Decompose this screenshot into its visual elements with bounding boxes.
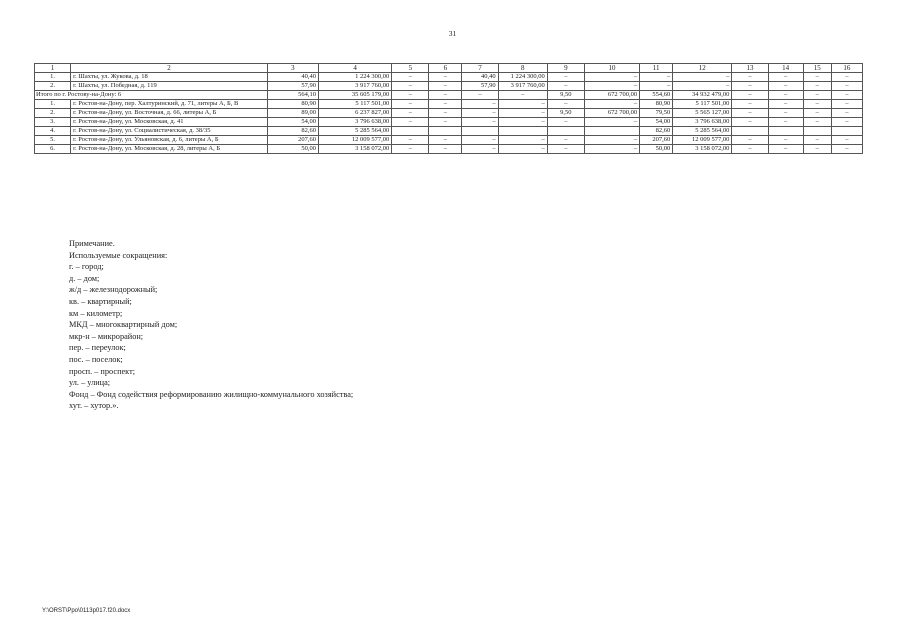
value-cell: –: [392, 100, 429, 109]
value-cell: –: [392, 109, 429, 118]
table-row: [35, 100, 863, 109]
value-cell: –: [498, 100, 547, 109]
address-cell: г. Шахты, ул. Победная, д. 119: [71, 82, 268, 91]
total-value-cell: –: [392, 91, 429, 100]
column-number-cell: 14: [768, 64, 803, 73]
value-cell: [392, 127, 429, 136]
value-cell: 3 158 072,00: [319, 145, 392, 154]
value-cell: –: [640, 82, 673, 91]
value-cell: –: [498, 109, 547, 118]
value-cell: –: [803, 100, 831, 109]
table-row: [35, 145, 863, 154]
value-cell: 3 796 638,00: [319, 118, 392, 127]
value-cell: 3 158 072,00: [673, 145, 732, 154]
value-cell: –: [732, 100, 768, 109]
value-cell: 1 224 300,00: [498, 73, 547, 82]
value-cell: 3 917 760,00: [319, 82, 392, 91]
total-value-cell: –: [498, 91, 547, 100]
value-cell: [803, 127, 831, 136]
column-number-cell: 4: [319, 64, 392, 73]
value-cell: 5 117 501,00: [319, 100, 392, 109]
value-cell: –: [584, 136, 639, 145]
column-number-cell: 2: [71, 64, 268, 73]
column-number-cell: 11: [640, 64, 673, 73]
value-cell: –: [831, 82, 862, 91]
value-cell: –: [462, 118, 498, 127]
value-cell: –: [673, 82, 732, 91]
value-cell: –: [768, 136, 803, 145]
abbreviation-item: ул. – улица;: [69, 378, 111, 388]
value-cell: 5 285 564,00: [673, 127, 732, 136]
value-cell: [831, 127, 862, 136]
value-cell: –: [803, 82, 831, 91]
address-cell: г. Ростов-на-Дону, ул. Восточная, д. 66, литеры А, Б: [71, 109, 268, 118]
value-cell: –: [498, 136, 547, 145]
value-cell: 207,60: [640, 136, 673, 145]
total-value-cell: –: [768, 91, 803, 100]
value-cell: –: [803, 109, 831, 118]
total-value-cell: 554,60: [640, 91, 673, 100]
notes-title: Примечание.: [69, 239, 115, 248]
total-label-cell: Итого по г. Ростову-на-Дону: 6: [35, 91, 268, 100]
abbreviation-item: км – километр;: [69, 308, 123, 318]
value-cell: –: [392, 118, 429, 127]
column-number-cell: 12: [673, 64, 732, 73]
value-cell: –: [831, 145, 862, 154]
value-cell: –: [831, 118, 862, 127]
table-row: [35, 118, 863, 127]
value-cell: 5 285 564,00: [319, 127, 392, 136]
value-cell: 50,00: [640, 145, 673, 154]
column-number-cell: 7: [462, 64, 498, 73]
total-value-cell: 34 932 479,00: [673, 91, 732, 100]
value-cell: –: [547, 136, 584, 145]
value-cell: –: [547, 100, 584, 109]
value-cell: –: [547, 82, 584, 91]
abbreviation-item: г. – город;: [69, 262, 104, 272]
abbreviation-item: пос. – поселок;: [69, 354, 123, 364]
address-cell: г. Ростов-на-Дону, ул. Ульяновская, д. 6, литеры А, Б: [71, 136, 268, 145]
value-cell: –: [462, 100, 498, 109]
abbreviation-item: д. – дом;: [69, 273, 100, 283]
page-number: 31: [448, 29, 457, 38]
abbreviation-item: ж/д – железнодорожный;: [69, 285, 158, 295]
housing-register-table: [34, 63, 863, 154]
value-cell: –: [732, 136, 768, 145]
total-value-cell: –: [462, 91, 498, 100]
value-cell: –: [547, 145, 584, 154]
abbreviation-item: МКД – многоквартирный дом;: [69, 320, 178, 330]
column-number-cell: 6: [429, 64, 462, 73]
total-value-cell: –: [429, 91, 462, 100]
value-cell: 12 009 577,00: [673, 136, 732, 145]
value-cell: [584, 127, 639, 136]
row-number-cell: 4.: [35, 127, 71, 136]
value-cell: –: [584, 118, 639, 127]
value-cell: –: [392, 82, 429, 91]
value-cell: 6 237 827,00: [319, 109, 392, 118]
value-cell: –: [803, 136, 831, 145]
value-cell: –: [732, 82, 768, 91]
value-cell: 82,60: [267, 127, 318, 136]
total-value-cell: 672 700,00: [584, 91, 639, 100]
value-cell: –: [429, 145, 462, 154]
row-number-cell: 2.: [35, 82, 71, 91]
value-cell: [498, 127, 547, 136]
table-row: [35, 73, 863, 82]
abbreviation-item: просп. – проспект;: [69, 366, 136, 376]
value-cell: –: [732, 109, 768, 118]
value-cell: –: [498, 118, 547, 127]
abbreviation-item: кв. – квартирный;: [69, 296, 132, 306]
value-cell: –: [584, 100, 639, 109]
address-cell: г. Ростов-на-Дону, ул. Московская, д. 28, литеры А, Б: [71, 145, 268, 154]
column-number-cell: 16: [831, 64, 862, 73]
value-cell: 89,00: [267, 109, 318, 118]
value-cell: 80,90: [267, 100, 318, 109]
value-cell: –: [392, 136, 429, 145]
value-cell: –: [462, 145, 498, 154]
value-cell: –: [768, 73, 803, 82]
value-cell: –: [768, 100, 803, 109]
footer-file-path: Y:\ORST\Ppo\0113p017.f20.docx: [42, 608, 131, 614]
value-cell: 3 917 760,00: [498, 82, 547, 91]
value-cell: –: [768, 109, 803, 118]
value-cell: –: [429, 136, 462, 145]
value-cell: –: [732, 73, 768, 82]
value-cell: [462, 127, 498, 136]
column-number-cell: 3: [267, 64, 318, 73]
value-cell: [429, 127, 462, 136]
row-number-cell: 6.: [35, 145, 71, 154]
value-cell: 54,00: [267, 118, 318, 127]
value-cell: –: [831, 109, 862, 118]
table-row: [35, 136, 863, 145]
row-number-cell: 1.: [35, 100, 71, 109]
column-number-cell: 15: [803, 64, 831, 73]
value-cell: –: [584, 73, 639, 82]
value-cell: 5 117 501,00: [673, 100, 732, 109]
table-row: [35, 82, 863, 91]
abbreviation-item: хут. – хутор.».: [69, 401, 119, 411]
total-row: [35, 91, 863, 100]
value-cell: –: [547, 73, 584, 82]
value-cell: –: [392, 73, 429, 82]
value-cell: –: [547, 118, 584, 127]
value-cell: [547, 127, 584, 136]
value-cell: 79,50: [640, 109, 673, 118]
row-number-cell: 5.: [35, 136, 71, 145]
value-cell: –: [831, 73, 862, 82]
value-cell: –: [803, 73, 831, 82]
value-cell: 82,60: [640, 127, 673, 136]
value-cell: 50,00: [267, 145, 318, 154]
value-cell: –: [462, 109, 498, 118]
value-cell: –: [831, 100, 862, 109]
value-cell: 1 224 300,00: [319, 73, 392, 82]
value-cell: 3 796 638,00: [673, 118, 732, 127]
value-cell: 40,40: [267, 73, 318, 82]
abbreviation-item: пер. – переулок;: [69, 343, 126, 353]
value-cell: –: [462, 136, 498, 145]
value-cell: –: [768, 145, 803, 154]
value-cell: [732, 127, 768, 136]
row-number-cell: 1.: [35, 73, 71, 82]
value-cell: –: [803, 145, 831, 154]
total-value-cell: 564,10: [267, 91, 318, 100]
column-number-cell: 8: [498, 64, 547, 73]
value-cell: [768, 127, 803, 136]
column-number-cell: 10: [584, 64, 639, 73]
value-cell: –: [673, 73, 732, 82]
value-cell: –: [732, 145, 768, 154]
notes-intro: Используемые сокращения:: [69, 250, 168, 260]
column-number-cell: 13: [732, 64, 768, 73]
value-cell: –: [803, 118, 831, 127]
value-cell: 207,60: [267, 136, 318, 145]
value-cell: 5 565 127,00: [673, 109, 732, 118]
abbreviation-item: мкр-н – микрорайон;: [69, 331, 144, 341]
value-cell: –: [429, 100, 462, 109]
total-value-cell: –: [831, 91, 862, 100]
column-number-cell: 9: [547, 64, 584, 73]
value-cell: 40,40: [462, 73, 498, 82]
value-cell: 54,00: [640, 118, 673, 127]
notes-section: [69, 238, 353, 412]
value-cell: –: [640, 73, 673, 82]
value-cell: –: [429, 118, 462, 127]
address-cell: г. Ростов-на-Дону, пер. Халтуринский, д. 71, литеры А, Б, В: [71, 100, 268, 109]
abbreviations-list: [69, 261, 353, 412]
value-cell: –: [732, 118, 768, 127]
value-cell: 57,90: [462, 82, 498, 91]
address-cell: г. Ростов-на-Дону, ул. Московская, д. 41: [71, 118, 268, 127]
value-cell: –: [429, 109, 462, 118]
value-cell: –: [429, 82, 462, 91]
total-value-cell: 35 605 179,00: [319, 91, 392, 100]
address-cell: г. Шахты, ул. Жукова, д. 18: [71, 73, 268, 82]
table-row: [35, 109, 863, 118]
value-cell: –: [768, 118, 803, 127]
total-value-cell: 9,50: [547, 91, 584, 100]
value-cell: –: [429, 73, 462, 82]
table-row: [35, 127, 863, 136]
value-cell: –: [831, 136, 862, 145]
column-number-cell: 5: [392, 64, 429, 73]
value-cell: –: [498, 145, 547, 154]
abbreviation-item: Фонд – Фонд содействия реформированию жилищно-коммунального хозяйства;: [69, 389, 354, 399]
column-number-cell: 1: [35, 64, 71, 73]
value-cell: 9,50: [547, 109, 584, 118]
value-cell: 12 009 577,00: [319, 136, 392, 145]
address-cell: г. Ростов-на-Дону, ул. Социалистическая, д. 38/35: [71, 127, 268, 136]
total-value-cell: –: [732, 91, 768, 100]
value-cell: –: [392, 145, 429, 154]
value-cell: 57,90: [267, 82, 318, 91]
value-cell: –: [768, 82, 803, 91]
value-cell: 672 700,00: [584, 109, 639, 118]
total-value-cell: –: [803, 91, 831, 100]
value-cell: –: [584, 145, 639, 154]
table-header-row: [35, 64, 863, 73]
row-number-cell: 2.: [35, 109, 71, 118]
value-cell: 80,90: [640, 100, 673, 109]
row-number-cell: 3.: [35, 118, 71, 127]
value-cell: –: [584, 82, 639, 91]
